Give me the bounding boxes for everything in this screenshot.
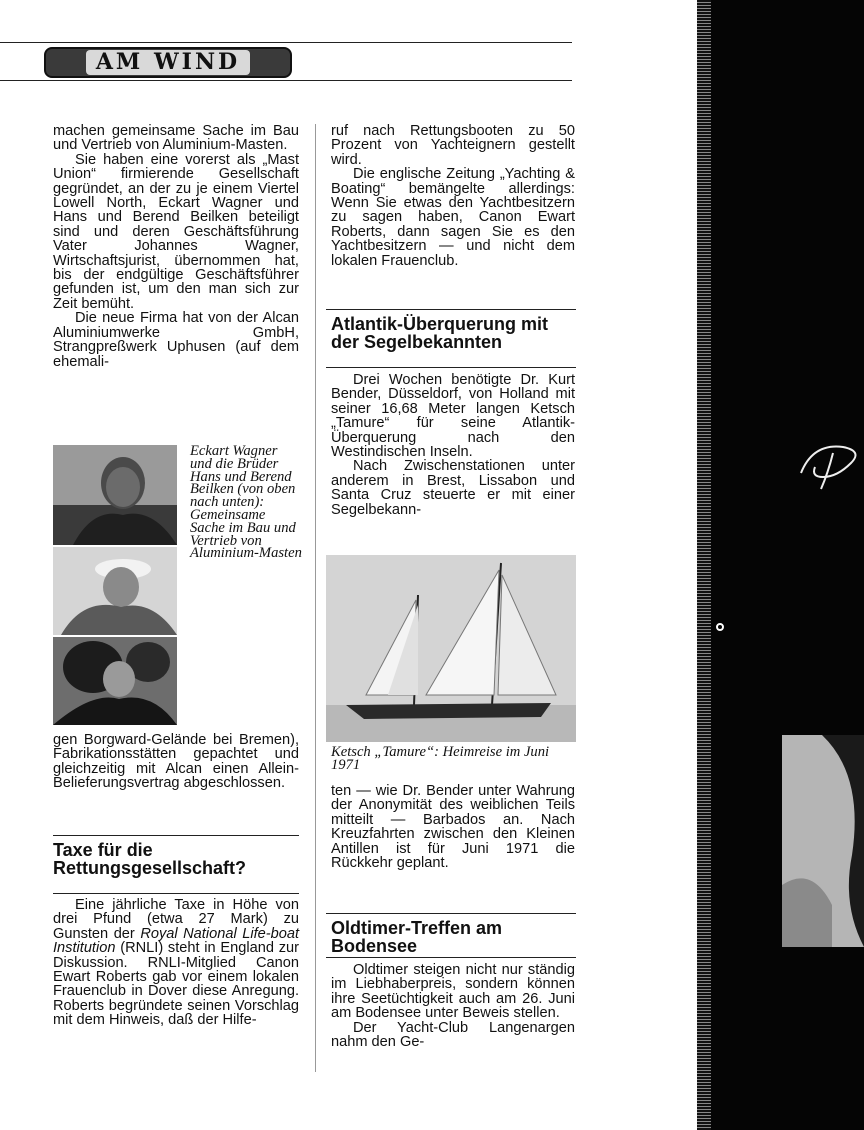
- italic-span: Royal National Life-boat Institution: [53, 925, 299, 957]
- paragraph: ten — wie Dr. Bender unter Wahrung der Anonymität des weiblichen Teils mitteilt — Barbados an. Nach Kreuzfahrten zwischen den Kleinen Antillen ist für Juni 1971 die Rückkehr geplant.: [331, 783, 575, 872]
- header-rule-top: [0, 42, 572, 43]
- headline-rule-top: [53, 835, 299, 836]
- text-span: Eine jährliche Taxe in Höhe von drei Pfund (etwa 27 Mark) zu Gunsten der: [53, 897, 299, 942]
- article-oldtimer-text: [331, 963, 575, 1049]
- paragraph: [53, 898, 299, 1028]
- portrait-eckart-wagner: [53, 445, 177, 545]
- text-span: (RNLI) steht in England zur Diskussion. RNLI-Mitglied Canon Ewart Roberts gab vor einem lokalen Frauenclub in Dover diese Anregung. Roberts begründete seinen Vorschlag mit dem Hinweis, daß der Hilfe-: [53, 940, 299, 1029]
- article-atlantik-text: [331, 373, 575, 517]
- ketch-caption: Ketsch „Tamure“: Heimreise im Juni 1971: [331, 744, 550, 773]
- headline-rule-bottom: [53, 893, 299, 894]
- column-divider: [315, 124, 316, 1072]
- section-logo: [44, 47, 292, 78]
- paragraph: Die neue Firma hat von der Alcan Aluminiumwerke GmbH, Strangpreßwerk Uphusen (auf dem ehemali-: [53, 310, 299, 370]
- headline-rule-bottom: [326, 957, 576, 958]
- headline-atlantik: Atlantik-Überquerung mit der Segelbekannten: [331, 314, 549, 352]
- headline-rettungsgesellschaft: Taxe für die Rettungsgesellschaft?: [53, 840, 247, 878]
- paragraph: Oldtimer steigen nicht nur ständig im Liebhaberpreis, sondern können ihre Seetüchtigkeit auch am 26. Juni am Bodensee unter Beweis stellen.: [331, 962, 575, 1022]
- headline-rule-top: [326, 309, 576, 310]
- article-mast-union-text: [53, 124, 299, 369]
- facing-page-dark: [700, 0, 864, 1130]
- header-rule-bottom: [0, 80, 572, 81]
- paragraph: Der Yacht-Club Langenargen nahm den Ge-: [331, 1019, 575, 1051]
- paragraph: Sie haben eine vorerst als „Mast Union“ firmierende Gesellschaft gegründet, an der zu je einem Viertel Lowell North, Eckart Wagner und Hans und Berend Beilken beteiligt sind und deren Geschäftsführung Vater Johannes Wagner, Wirtschaftsjurist, übernommen hat, bis der endgültige Geschäftsführer gefunden ist, um den man sich zur Zeit bemüht.: [53, 151, 299, 312]
- headline-rule-top: [326, 913, 576, 914]
- article-atlantik-text-end: [331, 784, 575, 870]
- section-logo-text: AM WIND: [86, 50, 250, 75]
- script-letter-logo: [793, 433, 864, 493]
- paragraph: machen gemeinsame Sache im Bau und Vertrieb von Aluminium-Masten.: [53, 123, 299, 154]
- paragraph: Drei Wochen benötigte Dr. Kurt Bender, Düsseldorf, von Holland mit seiner 16,68 Meter langen Ketsch „Tamure“ für seine Atlantik-Überquerung nach den Westindischen Inseln.: [331, 372, 575, 461]
- paragraph: gen Borgward-Gelände bei Bremen), Fabrikationsstätten gepachtet und gleichzeitig mit Alcan einen Allein-Belieferungsvertrag abgeschlossen.: [53, 732, 299, 792]
- ketch-tamure-photo: [326, 555, 576, 742]
- portrait-hans-beilken: [53, 547, 177, 635]
- headline-oldtimer: Oldtimer-Treffen am Bodensee: [331, 918, 503, 956]
- headline-rule-bottom: [326, 367, 576, 368]
- portrait-caption: Eckart Wagner und die Brüder Hans und Berend Beilken (von oben nach unten): Gemeinsame Sache im Bau und Vertrieb von Aluminium-Masten: [190, 443, 302, 562]
- paragraph: Nach Zwischenstationen unter anderem in Brest, Lissabon und Santa Cruz steuerte er mit einer Segelbekann-: [331, 458, 575, 518]
- article-rnli-text-continued: [331, 124, 575, 268]
- page-gutter-edge: [697, 0, 711, 1130]
- article-rnli-text: [53, 898, 299, 1028]
- paragraph: ruf nach Rettungsbooten zu 50 Prozent von Yachteignern gestellt wird.: [331, 123, 575, 168]
- facing-page-photo: [782, 735, 864, 947]
- article-mast-union-text-end: [53, 733, 299, 791]
- circle-mark-icon: [716, 623, 724, 631]
- portrait-berend-beilken: [53, 637, 177, 725]
- paragraph: Die englische Zeitung „Yachting & Boating“ bemängelte allerdings: Wenn Sie etwas den Yachtbesitzern zu sagen haben, Canon Ewart Roberts, dann sagen Sie es den Yachtbesitzern — und nicht dem lokalen Frauenclub.: [331, 166, 575, 269]
